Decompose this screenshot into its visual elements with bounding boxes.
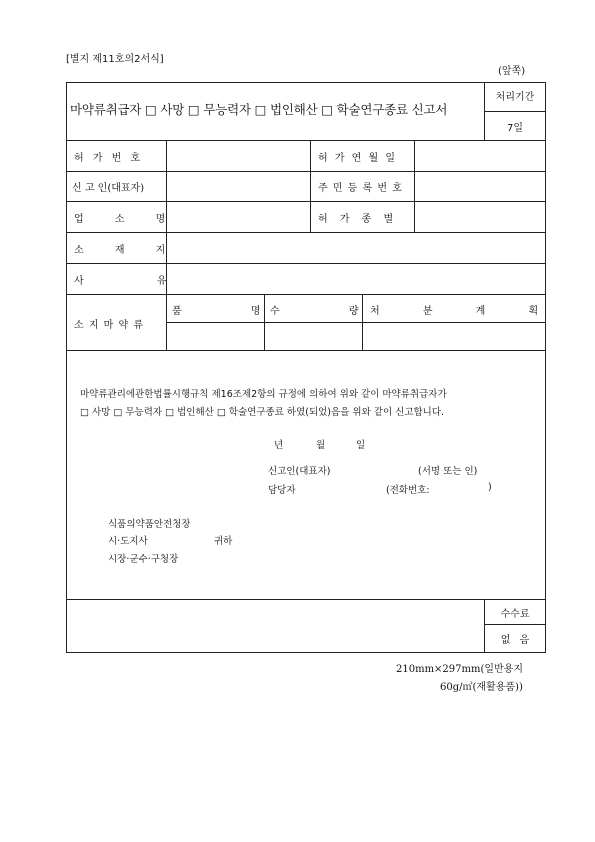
- fee-label: 수수료: [500, 609, 530, 620]
- phone-close: ): [488, 482, 492, 493]
- rule-processing-mid: [484, 111, 546, 112]
- addressee-honorific: 귀하: [214, 536, 233, 547]
- rule-title-bottom: [66, 140, 546, 141]
- resident-number-label: 주 민 등 록 번 호: [318, 183, 403, 194]
- addressee-mayor: 시장·군수·구청장: [108, 554, 179, 565]
- license-type-input[interactable]: [414, 204, 546, 230]
- rule-row1-bottom: [66, 171, 546, 172]
- reporter-input[interactable]: [166, 173, 310, 199]
- processing-period-value: 7일: [506, 123, 524, 134]
- license-date-label: 허 가 연 월 일: [318, 153, 398, 164]
- reason-label: 사 유: [74, 276, 167, 287]
- rule-row3-bottom: [66, 232, 546, 233]
- date-month: 월: [316, 440, 326, 451]
- addressee-governor: 시·도지사: [108, 536, 148, 547]
- rule-row5-bottom: [66, 294, 546, 295]
- narcotics-col-name: 품 명: [172, 306, 261, 317]
- phone-label: (전화번호:: [386, 485, 430, 496]
- form-title: 마약류취급자 □ 사망 □ 무능력자 □ 법인해산 □ 학술연구종료 신고서: [70, 102, 448, 117]
- license-number-input[interactable]: [166, 143, 310, 169]
- reason-input[interactable]: [166, 266, 546, 292]
- page-side-label: (앞쪽): [498, 66, 526, 77]
- processing-period-label: 처리기간: [495, 92, 535, 103]
- license-date-input[interactable]: [414, 143, 546, 169]
- date-day: 일: [356, 440, 366, 451]
- paper-weight-spec: 60g/㎡(재활용품)): [440, 682, 523, 693]
- fee-value: 없 음: [500, 635, 530, 646]
- resident-number-input[interactable]: [414, 173, 546, 199]
- business-name-label: 업 소 명: [74, 214, 166, 225]
- business-name-input[interactable]: [166, 204, 310, 230]
- form-number: [별지 제11호의2서식]: [66, 54, 164, 65]
- officer-label: 담당자: [268, 485, 296, 496]
- narcotics-col-quantity: 수 량: [270, 306, 359, 317]
- reporter-signature-label: 신고인(대표자): [268, 466, 331, 477]
- narcotics-held-label: 소 지 마 약 류: [74, 320, 145, 331]
- license-number-label: 허 가 번 호: [74, 153, 144, 164]
- narcotics-name-input[interactable]: [166, 324, 264, 349]
- location-label: 소 재 지: [74, 245, 166, 256]
- statement-line-1: 마약류관리에관한법률시행규칙 제16조제2항의 규정에 의하여 위와 같이 마약류취급자가: [80, 389, 447, 400]
- date-year: 년: [274, 440, 284, 451]
- rule-mid-col: [310, 140, 311, 232]
- addressee-food-drug: 식품의약품안전청장: [108, 519, 191, 530]
- reporter-label: 신 고 인(대표자): [72, 183, 145, 194]
- narcotics-col-disposal-plan: 처 분 계 획: [370, 306, 539, 317]
- reporter-sign-hint: (서명 또는 인): [418, 466, 478, 477]
- rule-fee-mid: [484, 624, 546, 625]
- rule-row4-bottom: [66, 263, 546, 264]
- location-input[interactable]: [166, 235, 546, 261]
- rule-narcotics-bottom: [66, 350, 546, 351]
- rule-statement-bottom: [66, 599, 546, 600]
- narcotics-quantity-input[interactable]: [264, 324, 362, 349]
- rule-narcotics-header: [166, 322, 546, 323]
- narcotics-disposal-input[interactable]: [362, 324, 546, 349]
- rule-row2-bottom: [66, 201, 546, 202]
- paper-size-spec: 210mm×297mm(일반용지: [396, 664, 524, 675]
- license-type-label: 허 가 종 별: [318, 214, 394, 225]
- statement-line-2: □ 사망 □ 무능력자 □ 법인해산 □ 학술연구종료 하였(되었)음을 위와 같이 신고합니다.: [80, 407, 445, 418]
